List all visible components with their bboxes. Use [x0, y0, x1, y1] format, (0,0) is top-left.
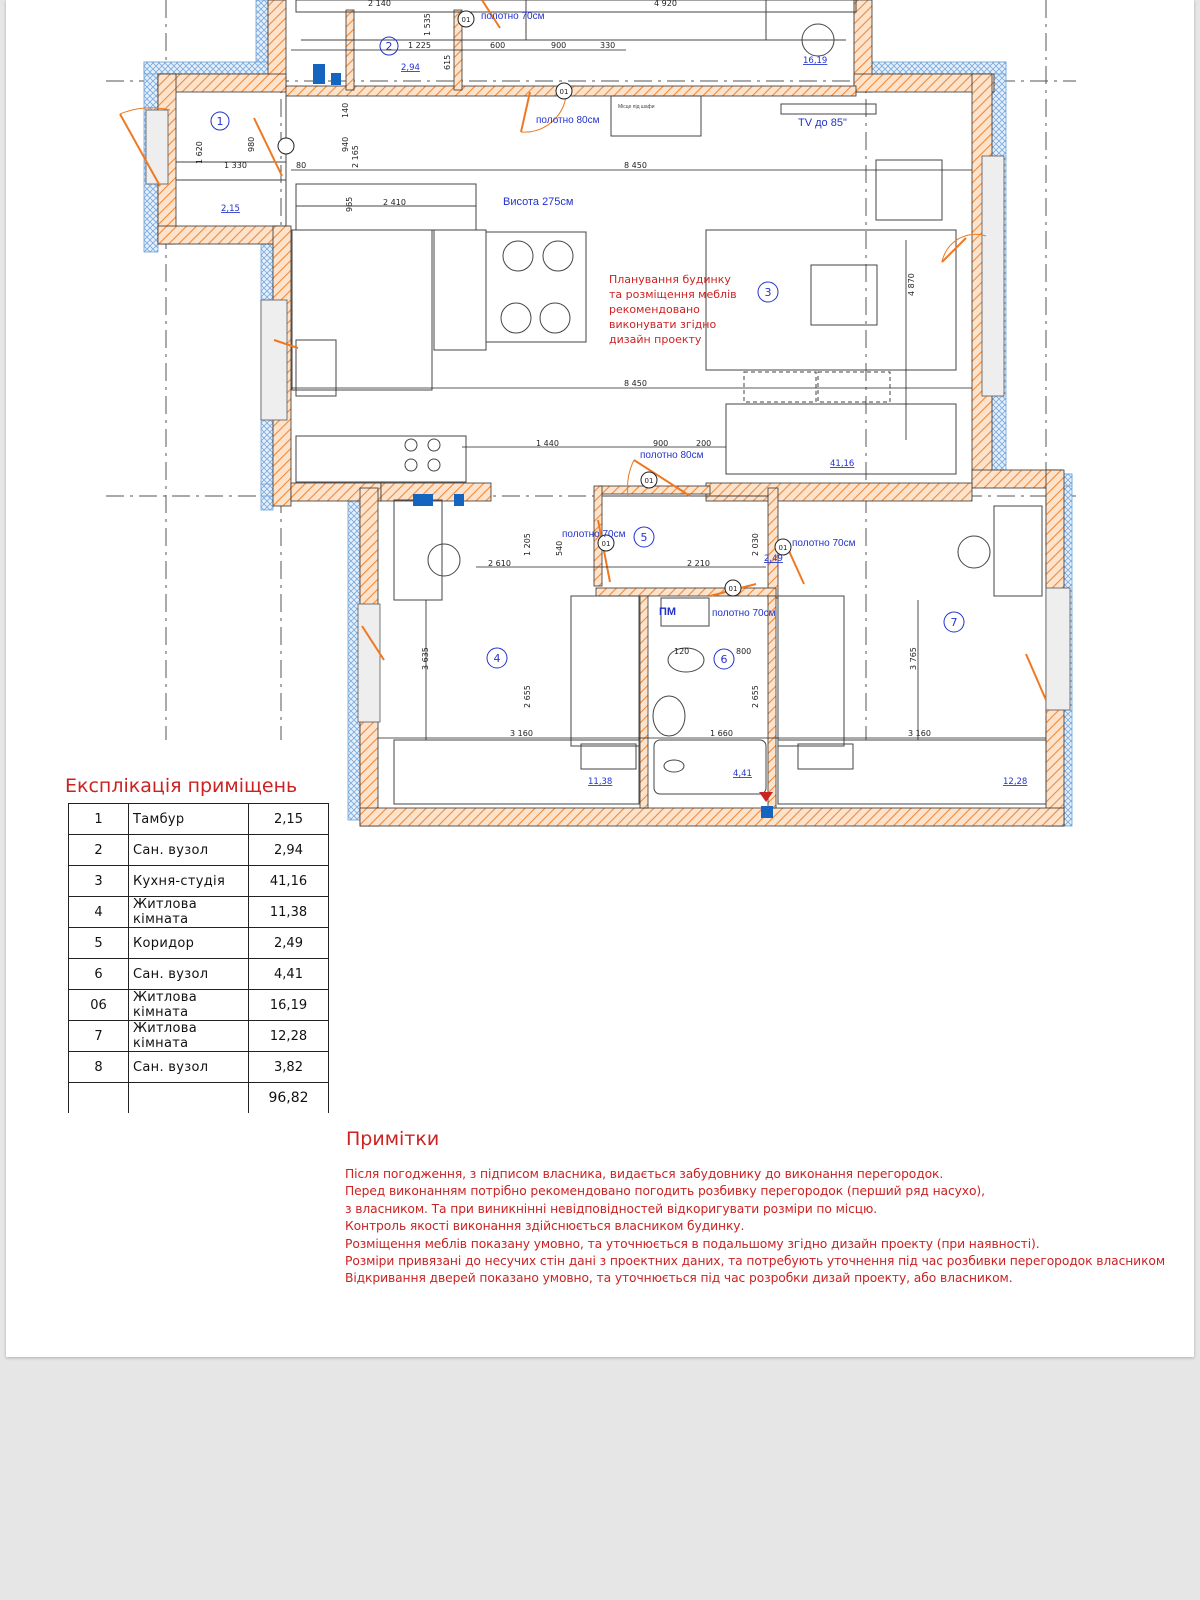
dim-label: 2 655 [751, 685, 760, 708]
dim-label: 615 [443, 54, 452, 70]
room-name: Житлова кімната [129, 990, 249, 1021]
pm-label: ПМ [659, 606, 677, 618]
windows [146, 110, 1070, 722]
door-swings [120, 0, 1046, 700]
dim-label: 3 160 [510, 729, 533, 738]
drawing-sheet [6, 0, 1194, 1357]
table-row [69, 990, 329, 1021]
dim-label: 1 660 [710, 729, 733, 738]
room-area: 16,19 [249, 990, 329, 1021]
dim-label: 140 [341, 102, 350, 118]
dim-label: 2 165 [351, 145, 360, 168]
room-name: Сан. вузол [129, 959, 249, 990]
design-note-line: Планування будинку [609, 273, 731, 286]
dim-label: 900 [551, 41, 567, 50]
door-tag-label: 01 [778, 544, 788, 552]
room-area: 4,41 [249, 959, 329, 990]
note-line: Розміри привязані до несучих стін дані з проектних даних, та потребують уточнення під час розбивки перегородок власником [345, 1254, 1165, 1269]
dim-label: 3 765 [909, 647, 918, 670]
door-tag-label: 01 [728, 585, 738, 593]
table-row [69, 835, 329, 866]
niche-label: Місце під шафи [618, 104, 655, 110]
dim-label: 940 [341, 136, 350, 152]
total-empty-cell [69, 1083, 129, 1113]
explication-title: Експлікація приміщень [65, 775, 298, 797]
design-note [609, 273, 737, 346]
table-row [69, 959, 329, 990]
dim-label: 900 [653, 439, 669, 448]
note-line: Контроль якості виконання здійснюється власником будинку. [345, 1219, 745, 1234]
dim-label: 4 920 [654, 0, 677, 8]
dim-label: 120 [674, 647, 690, 656]
dim-label: 1 330 [224, 161, 247, 170]
door-tag-label: 01 [644, 477, 654, 485]
dim-label: 1 205 [523, 533, 532, 556]
design-note-line: рекомендовано [609, 303, 700, 316]
height-label: Висота 275см [503, 196, 574, 208]
total-empty-cell [129, 1083, 249, 1113]
floor-plan [6, 0, 1194, 1357]
room-number: 3 [69, 866, 129, 897]
dim-label: 4 870 [907, 273, 916, 296]
note-line: Розміщення меблів показану умовно, та уточнюється в подальшому згідно дизайн проекту (при наявності). [345, 1236, 1040, 1251]
total-area: 96,82 [249, 1083, 329, 1113]
room-area: 41,16 [249, 866, 329, 897]
room-marker-label: 6 [720, 653, 728, 666]
room-name: Житлова кімната [129, 1021, 249, 1052]
dim-label: 540 [555, 540, 564, 556]
room-number: 6 [69, 959, 129, 990]
table-row [69, 866, 329, 897]
area-label: 2,15 [221, 204, 240, 214]
dim-label: 330 [600, 41, 616, 50]
notes-block [345, 1166, 1185, 1288]
door-label: полотно 80см [536, 115, 600, 126]
notes-title: Примітки [346, 1128, 440, 1150]
door-label: полотно 70см [712, 608, 776, 619]
room-area: 3,82 [249, 1052, 329, 1083]
door-label: полотно 70см [562, 529, 626, 540]
dim-label: 1 535 [423, 13, 432, 36]
dimension-lines [291, 50, 1046, 740]
door-tag-label: 01 [461, 16, 471, 24]
area-label: 2,94 [401, 63, 420, 73]
room-area: 2,49 [249, 928, 329, 959]
room-number: 4 [69, 897, 129, 928]
dimension-labels [195, 0, 931, 738]
table-row [69, 897, 329, 928]
dim-label: 2 410 [383, 198, 406, 207]
room-number: 5 [69, 928, 129, 959]
room-number: 8 [69, 1052, 129, 1083]
door-label: полотно 70см [481, 11, 545, 22]
table-row [69, 804, 329, 835]
table-row [69, 1052, 329, 1083]
dim-label: 980 [247, 136, 256, 152]
door-tag-label: 01 [559, 88, 569, 96]
room-name: Сан. вузол [129, 835, 249, 866]
dim-label: 200 [696, 439, 712, 448]
explication-table [68, 803, 329, 1113]
dim-label: 1 225 [408, 41, 431, 50]
room-number: 7 [69, 1021, 129, 1052]
room-name: Кухня-студія [129, 866, 249, 897]
dim-label: 2 210 [687, 559, 710, 568]
dim-label: 3 160 [908, 729, 931, 738]
area-label: 2,49 [764, 554, 783, 564]
room-area: 2,15 [249, 804, 329, 835]
note-line: з власником. Та при виникнінні невідповідностей відкоригувати розміри по місцю. [345, 1201, 878, 1216]
room-name: Сан. вузол [129, 1052, 249, 1083]
area-label: 41,16 [830, 459, 855, 469]
room-markers [211, 37, 964, 669]
room-name: Коридор [129, 928, 249, 959]
total-row [69, 1083, 329, 1113]
dim-label: 80 [296, 161, 307, 170]
area-label: 12,28 [1003, 777, 1028, 787]
door-label: полотно 80см [640, 450, 704, 461]
dim-label: 2 140 [368, 0, 391, 8]
room-number: 1 [69, 804, 129, 835]
area-label: 11,38 [588, 777, 613, 787]
dim-label: 2 610 [488, 559, 511, 568]
room-area: 11,38 [249, 897, 329, 928]
room-area: 12,28 [249, 1021, 329, 1052]
dim-label: 8 450 [624, 161, 647, 170]
room-area: 2,94 [249, 835, 329, 866]
room-marker-label: 5 [640, 531, 648, 544]
door-tag-label: 01 [601, 540, 611, 548]
area-label: 4,41 [733, 769, 752, 779]
interior-lines [176, 0, 1046, 804]
dim-label: 8 450 [624, 379, 647, 388]
dim-label: 965 [345, 196, 354, 212]
room-name: Тамбур [129, 804, 249, 835]
room-number: 2 [69, 835, 129, 866]
room-marker-label: 1 [216, 115, 224, 128]
dim-label: 2 655 [523, 685, 532, 708]
table-row [69, 1021, 329, 1052]
tv-label: TV до 85" [798, 117, 847, 129]
note-line: Перед виконанням потрібно рекомендовано погодить розбивку перегородок (перший ряд насухо), [345, 1184, 985, 1199]
room-marker-label: 4 [493, 652, 501, 665]
room-marker-label: 7 [950, 616, 958, 629]
area-label: 16,19 [803, 56, 828, 66]
dim-label: 3 635 [421, 647, 430, 670]
room-marker-label: 3 [764, 286, 772, 299]
dim-label: 800 [736, 647, 752, 656]
note-line: Відкривання дверей показано умовно, та уточнюється під час розробки дизай проекту, або власником. [345, 1271, 1013, 1286]
room-name: Житлова кімната [129, 897, 249, 928]
design-note-line: дизайн проекту [609, 333, 702, 346]
room-number: 06 [69, 990, 129, 1021]
note-line: Після погодження, з підписом власника, видається забудовнику до виконання перегородок. [345, 1167, 944, 1181]
dim-label: 1 620 [195, 141, 204, 164]
dim-label: 600 [490, 41, 506, 50]
room-marker-label: 2 [385, 40, 393, 53]
door-tag [278, 138, 294, 154]
design-note-line: виконувати згідно [609, 318, 717, 331]
table-row [69, 928, 329, 959]
door-label: полотно 70см [792, 538, 856, 549]
dim-label: 1 440 [536, 439, 559, 448]
design-note-line: та розміщення меблів [609, 288, 737, 301]
dim-label: 2 030 [751, 533, 760, 556]
